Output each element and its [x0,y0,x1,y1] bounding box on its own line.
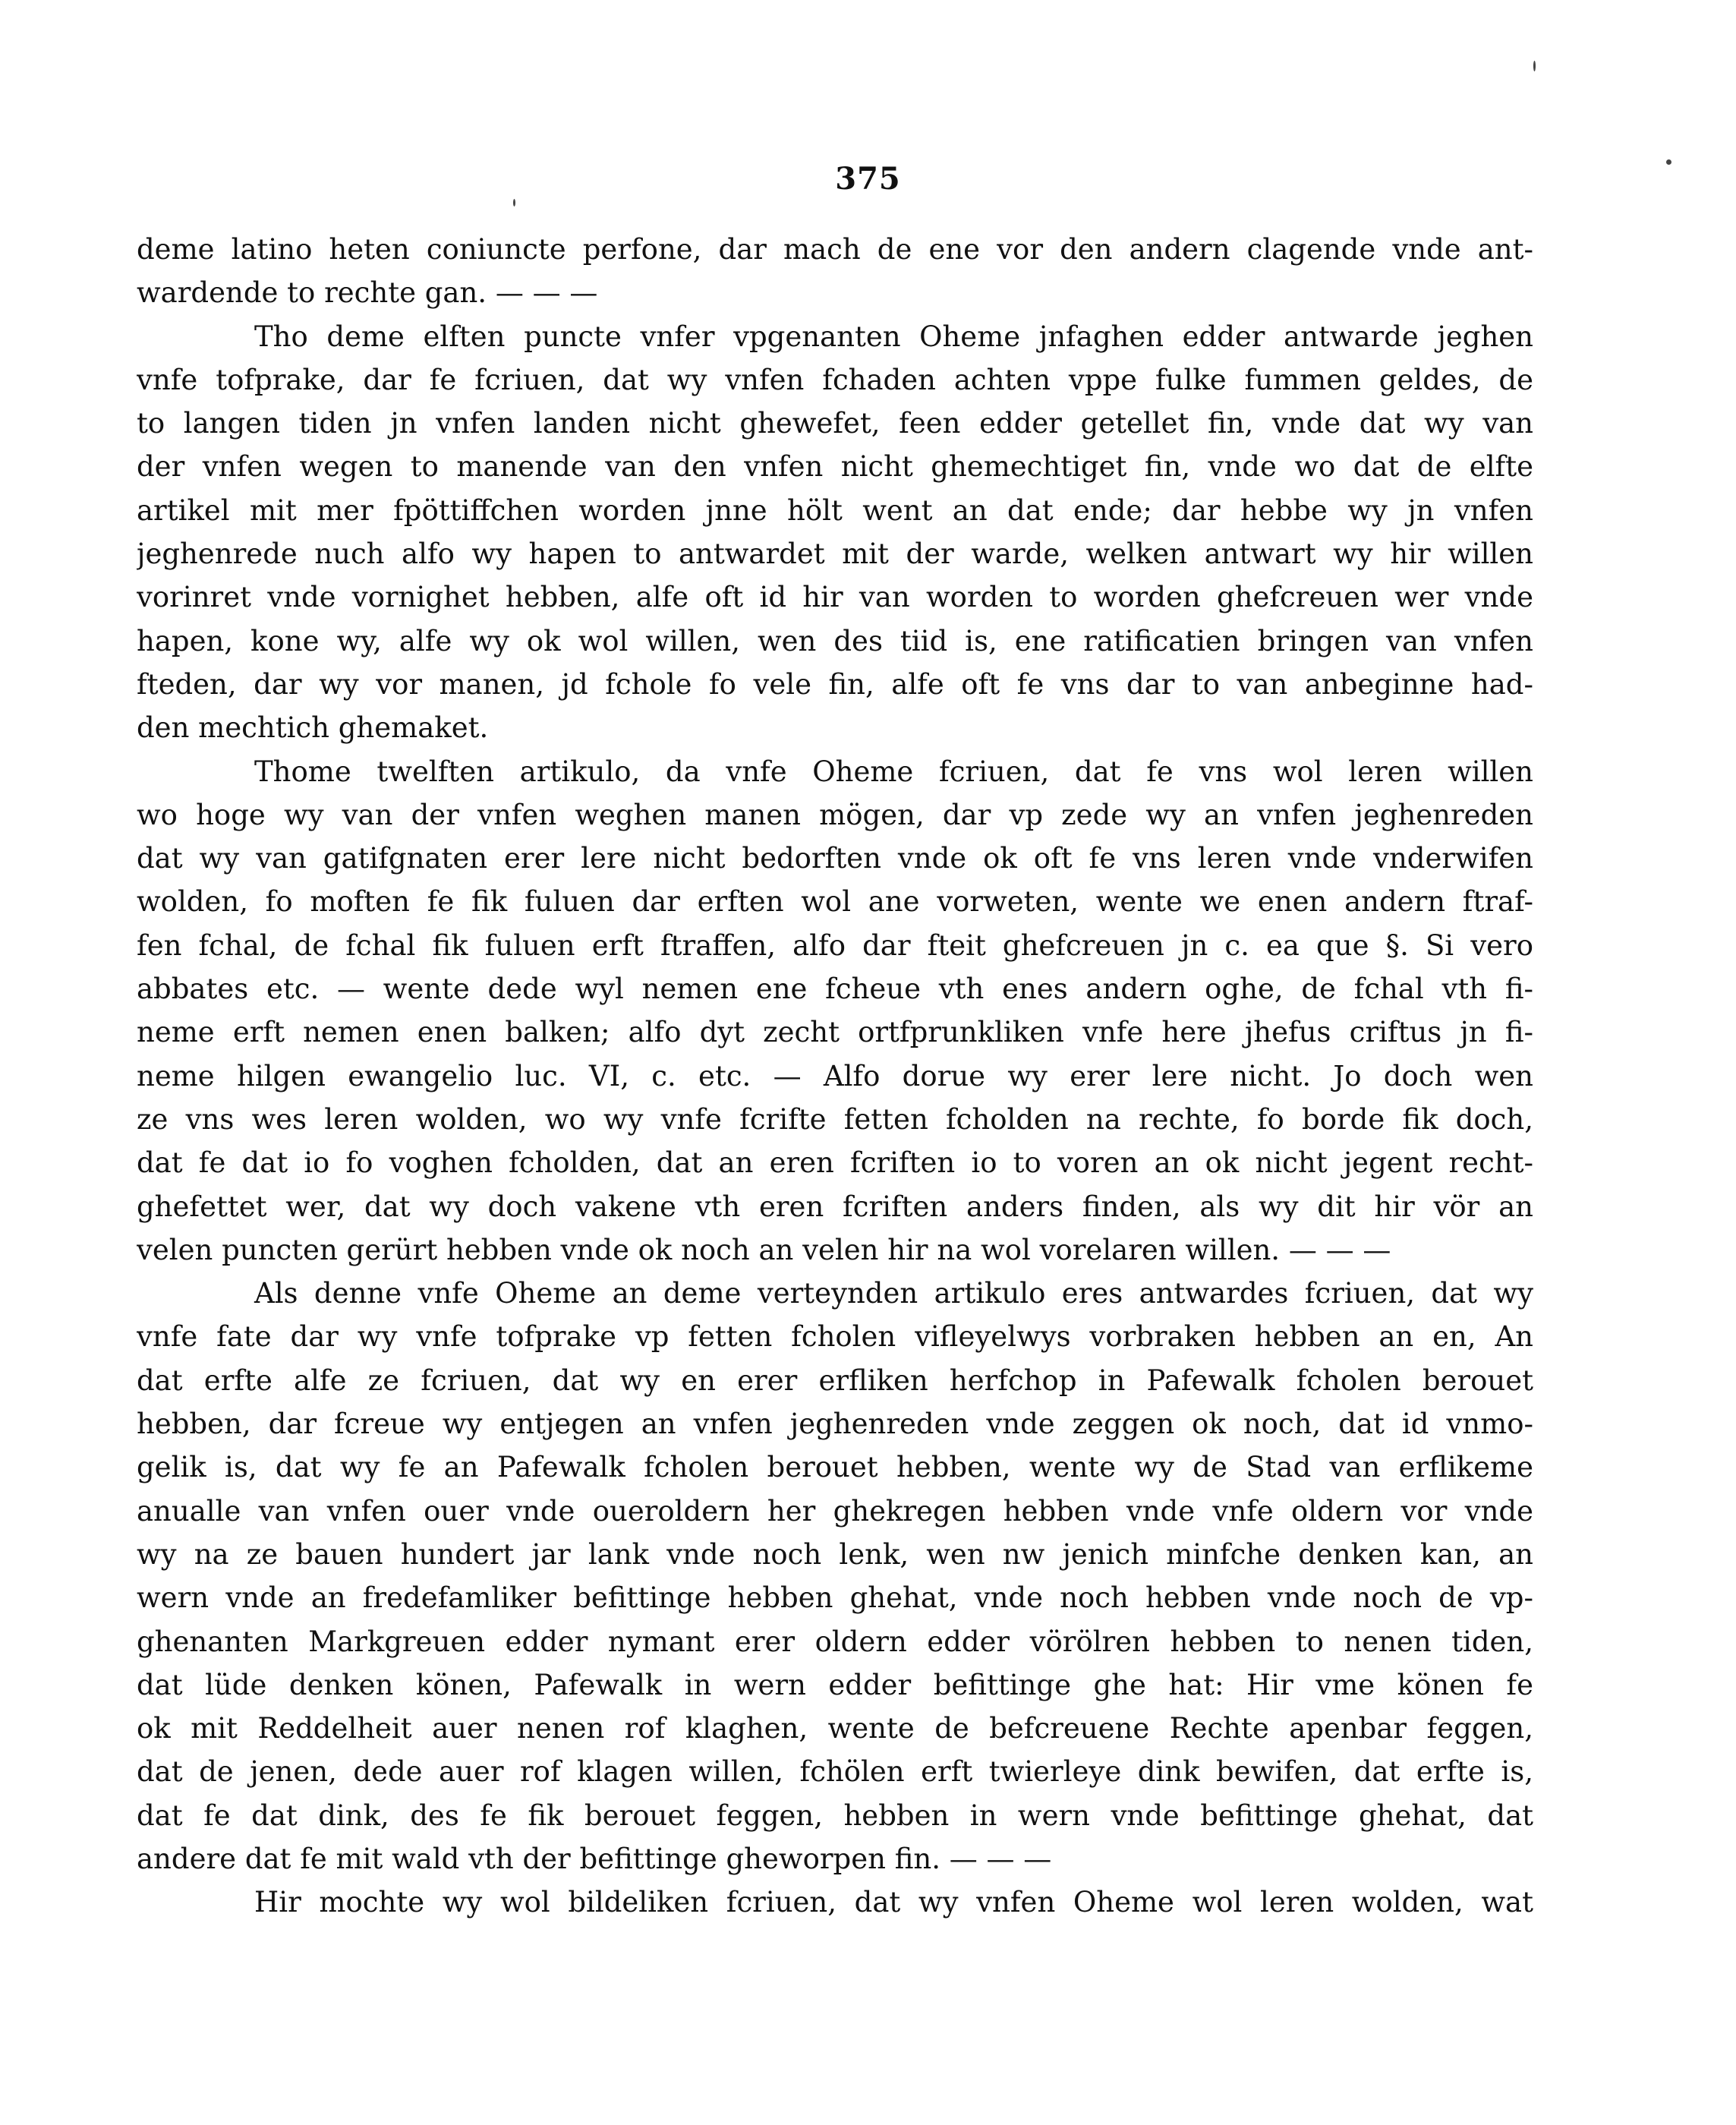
text-line: ghefettet wer, dat wy doch vakene vth eren fcriften anders finden, als wy dit hir vör an [137,1190,1533,1223]
text-line: wardende to rechte gan. — — — [137,276,598,310]
text-line: hapen, kone wy, alfe wy ok wol willen, wen des tiid is, ene ratificatien bringen van vnfen [137,624,1533,657]
text-line: Tho deme elften puncte vnfer vpgenanten Oheme jnfaghen edder antwarde jeghen [254,320,1533,353]
text-line: vnfe fate dar wy vnfe tofprake vp fetten fcholen vifleyelwys vorbraken hebben an en, An [137,1320,1533,1354]
text-line: wern vnde an fredefamliker befittinge hebben ghehat, vnde noch hebben vnde noch de vp- [137,1581,1533,1615]
text-line: wolden, fo moften fe fik fuluen dar erften wol ane vorweten, wente we enen andern ftraf- [137,885,1533,919]
text-line: dat de jenen, dede auer rof klagen willen, fchölen erft twierleye dink bewifen, dat erfte is, [137,1755,1533,1789]
text-line: jeghenrede nuch alfo wy hapen to antwardet mit der warde, welken antwart wy hir willen [137,538,1533,571]
text-line: ze vns wes leren wolden, wo wy vnfe fcrifte fetten fcholden na rechte, fo borde fik doch, [137,1102,1533,1136]
text-line: Hir mochte wy wol bildeliken fcriuen, dat wy vnfen Oheme wol leren wolden, wat [254,1886,1533,1919]
text-line: der vnfen wegen to manende van den vnfen nicht ghemechtiget fin, vnde wo dat de elfte [137,450,1533,484]
scan-speck [1533,61,1536,71]
text-line: neme erft nemen enen balken; alfo dyt zecht ortfprunkliken vnfe here jhefus criftus jn fi- [137,1016,1533,1049]
text-line: fteden, dar wy vor manen, jd fchole fo vele fin, alfe oft fe vns dar to van anbeginne had- [137,667,1533,701]
text-line: den mechtich ghemaket. [137,711,489,745]
text-line: to langen tiden jn vnfen landen nicht ghewefet, feen edder getellet fin, vnde dat wy van [137,407,1533,440]
text-line: dat fe dat dink, des fe fik berouet feggen, hebben in wern vnde befittinge ghehat, dat [137,1799,1533,1832]
text-line: vnfe tofprake, dar fe fcriuen, dat wy vnfen fchaden achten vppe fulke fummen geldes, de [137,363,1533,396]
text-line: wo hoge wy van der vnfen weghen manen mögen, dar vp zede wy an vnfen jeghenreden [137,798,1533,831]
text-line: deme latino heten coniuncte perfone, dar mach de ene vor den andern clagende vnde ant- [137,233,1533,266]
text-line: neme hilgen ewangelio luc. VI, c. etc. — Alfo dorue wy erer lere nicht. Jo doch wen [137,1059,1533,1092]
text-line: dat fe dat io fo voghen fcholden, dat an eren fcriften io to voren an ok nicht jegent recht- [137,1146,1533,1180]
scan-speck [513,199,515,207]
text-line: wy na ze bauen hundert jar lank vnde noch lenk, wen nw jenich minfche denken kan, an [137,1537,1533,1571]
text-line: fen fchal, de fchal fik fuluen erft ftraffen, alfo dar fteit ghefcreuen jn c. ea que §. Si vero [137,929,1533,962]
text-line: abbates etc. — wente dede wyl nemen ene fcheue vth enes andern oghe, de fchal vth fi- [137,973,1533,1006]
scan-speck [1666,159,1671,165]
text-line: dat erfte alfe ze fcriuen, dat wy en erer erfliken herfchop in Pafewalk fcholen berouet [137,1364,1533,1397]
text-line: dat lüde denken könen, Pafewalk in wern edder befittinge ghe hat: Hir vme könen fe [137,1668,1533,1701]
text-line: dat wy van gatifgnaten erer lere nicht bedorften vnde ok oft fe vns leren vnde vnderwifen [137,842,1533,875]
text-line: ghenanten Markgreuen edder nymant erer oldern edder vörölren hebben to nenen tiden, [137,1625,1533,1658]
text-line: Als denne vnfe Oheme an deme verteynden artikulo eres antwardes fcriuen, dat wy [254,1277,1533,1310]
body-text [137,228,1533,1925]
text-line: ok mit Reddelheit auer nenen rof klaghen, wente de befcreuene Rechte apenbar feggen, [137,1712,1533,1745]
text-line: hebben, dar fcreue wy entjegen an vnfen jeghenreden vnde zeggen ok noch, dat id vnmo- [137,1408,1533,1441]
text-line: artikel mit mer fpöttiffchen worden jnne hölt went an dat ende; dar hebbe wy jn vnfen [137,493,1533,527]
text-line: anualle van vnfen ouer vnde oueroldern her ghekregen hebben vnde vnfe oldern vor vnde [137,1494,1533,1528]
text-line: Thome twelften artikulo, da vnfe Oheme fcriuen, dat fe vns wol leren willen [254,755,1533,788]
text-line: gelik is, dat wy fe an Pafewalk fcholen berouet hebben, wente wy de Stad van erflikeme [137,1451,1533,1484]
text-line: vorinret vnde vornighet hebben, alfe oft id hir van worden to worden ghefcreuen wer vnde [137,581,1533,614]
text-line: andere dat fe mit wald vth der befittinge gheworpen fin. — — — [137,1842,1052,1875]
text-line: velen puncten gerürt hebben vnde ok noch an velen hir na wol vorelaren willen. — — — [137,1233,1391,1266]
page-number: 375 [835,161,901,197]
